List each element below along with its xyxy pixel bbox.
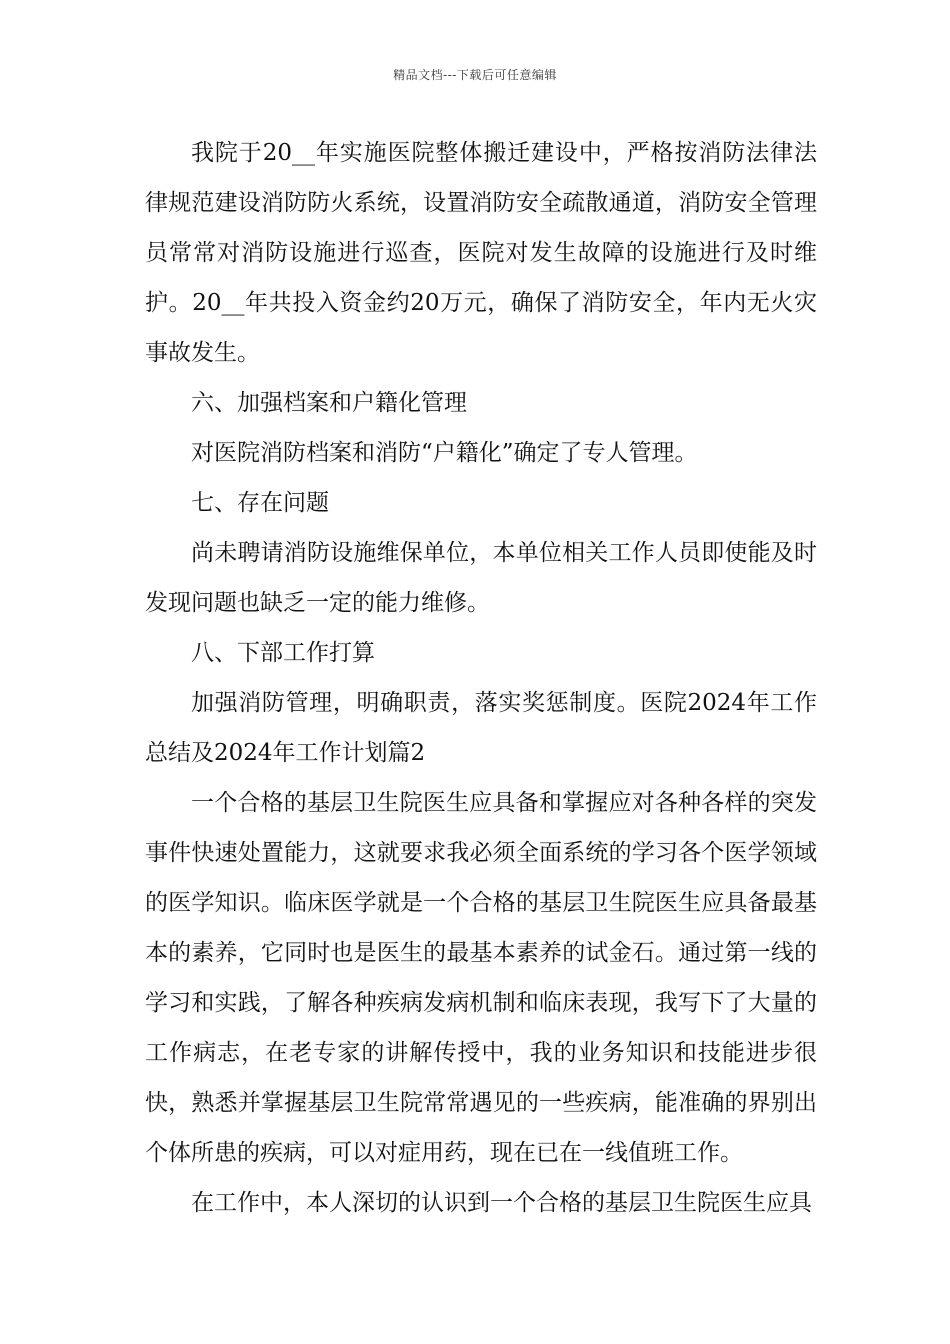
section-heading-archives: 六、加强档案和户籍化管理: [191, 390, 467, 416]
paragraph-work-awareness: 在工作中，本人深切的认识到一个合格的基层卫生院医生应具: [191, 1190, 812, 1216]
page-header: 精品文档---下载后可任意编辑: [393, 68, 557, 82]
section-heading-next-plan: 八、下部工作打算: [191, 640, 375, 666]
paragraph-problems: 尚未聘请消防设施维保单位，本单位相关工作人员即使能及时发现问题也缺乏一定的能力维修。: [145, 540, 817, 616]
paragraph-fire-facilities: 我院于20__年实施医院整体搬迁建设中，严格按消防法律法律规范建设消防防火系统，设置消防安全疏散通道，消防安全管理员常常对消防设施进行巡查，医院对发生故障的设施进行及时维护。20__年共投入资金约20万元，确保了消防安全，年内无火灾事故发生。: [145, 140, 817, 366]
paragraph-next-plan: 加强消防管理，明确职责，落实奖惩制度。医院2024年工作总结及2024年工作计划篇2: [145, 690, 817, 766]
paragraph-archives: 对医院消防档案和消防“户籍化”确定了专人管理。: [191, 440, 698, 466]
paragraph-doctor-skills: 一个合格的基层卫生院医生应具备和掌握应对各种各样的突发事件快速处置能力，这就要求我必须全面系统的学习各个医学领域的医学知识。临床医学就是一个合格的基层卫生院医生应具备最基本的素养，它同时也是医生的最基本素养的试金石。通过第一线的学习和实践，了解各种疾病发病机制和临床表现，我写下了大量的工作病志，在老专家的讲解传授中，我的业务知识和技能进步很快，熟悉并掌握基层卫生院常常遇见的一些疾病，能准确的界别出个体所患的疾病，可以对症用药，现在已在一线值班工作。: [145, 790, 817, 1166]
section-heading-problems: 七、存在问题: [191, 490, 329, 516]
document-body: [145, 128, 817, 1228]
